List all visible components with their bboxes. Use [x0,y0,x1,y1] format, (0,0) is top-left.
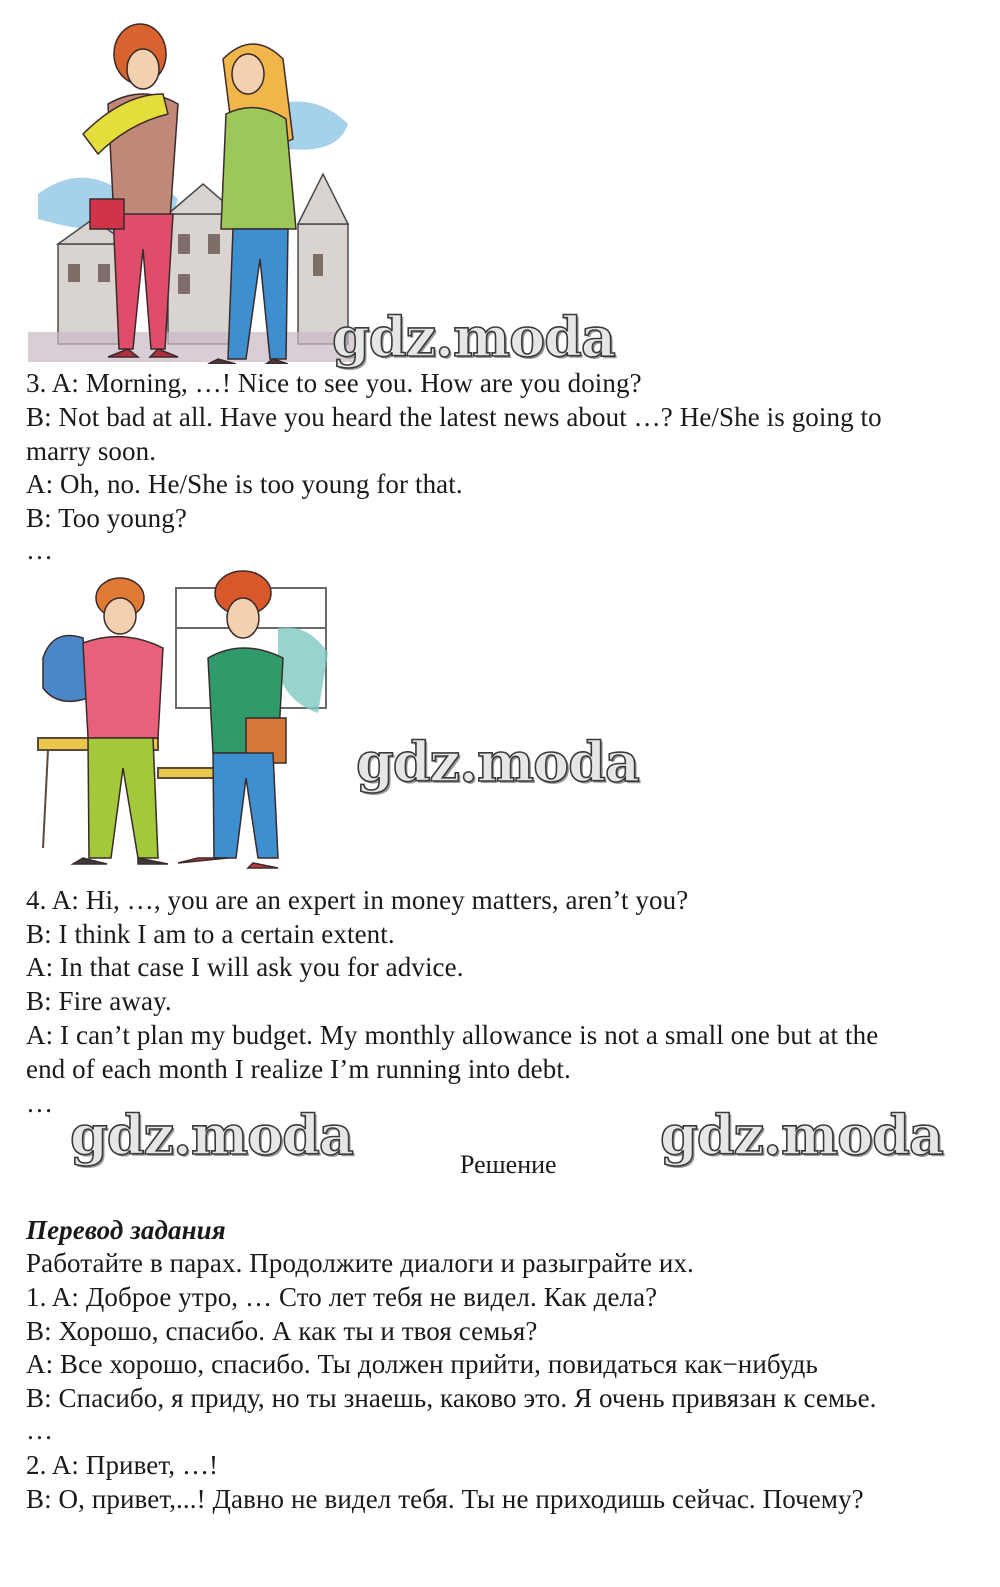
translation-line: A: Все хорошо, спасибо. Ты должен прийти, повидаться как−нибудь [26,1349,818,1379]
dialogue-line: B: Too young? [26,503,187,533]
translation-line: B: Хорошо, спасибо. А как ты и твоя семья? [26,1316,538,1346]
illustration-two-girls-talking [28,14,356,364]
dialogue-line: A: In that case I will ask you for advice. [26,952,464,982]
dialogue-line: 3. A: Morning, …! Nice to see you. How are you doing? [26,368,642,398]
translation-line: 1. A: Доброе утро, … Сто лет тебя не видел. Как дела? [26,1282,658,1312]
dialogue-line: A: Oh, no. He/She is too young for that. [26,469,463,499]
dialogue-line: marry soon. [26,436,157,466]
watermark-4: gdz.moda [660,1103,943,1167]
solution-label: Решение [460,1150,557,1179]
translation-line: B: О, привет,...! Давно не видел тебя. Ты не приходишь сейчас. Почему? [26,1484,864,1514]
illustration-two-boys-talking [28,568,340,880]
translation-ellipsis: … [26,1415,54,1445]
translation-heading: Перевод задания [26,1215,226,1245]
watermark-3: gdz.moda [70,1103,353,1167]
dialogue-line: A: I can’t plan my budget. My monthly allowance is not a small one but at the [26,1020,879,1050]
dialogue-ellipsis: … [26,1088,54,1118]
translation-line: 2. A: Привет, …! [26,1450,219,1480]
watermark-1: gdz.moda [332,305,615,369]
watermark-2: gdz.moda [356,730,639,794]
translation-line: B: Спасибо, я приду, но ты знаешь, каково это. Я очень привязан к семье. [26,1383,877,1413]
translation-line: Работайте в парах. Продолжите диалоги и разыграйте их. [26,1248,694,1278]
dialogue-line: 4. A: Hi, …, you are an expert in money matters, aren’t you? [26,885,689,915]
dialogue-ellipsis: … [26,535,54,565]
dialogue-line: B: I think I am to a certain extent. [26,919,395,949]
dialogue-line: B: Fire away. [26,986,172,1016]
dialogue-line: B: Not bad at all. Have you heard the latest news about …? He/She is going to [26,402,882,432]
dialogue-line: end of each month I realize I’m running into debt. [26,1054,571,1084]
